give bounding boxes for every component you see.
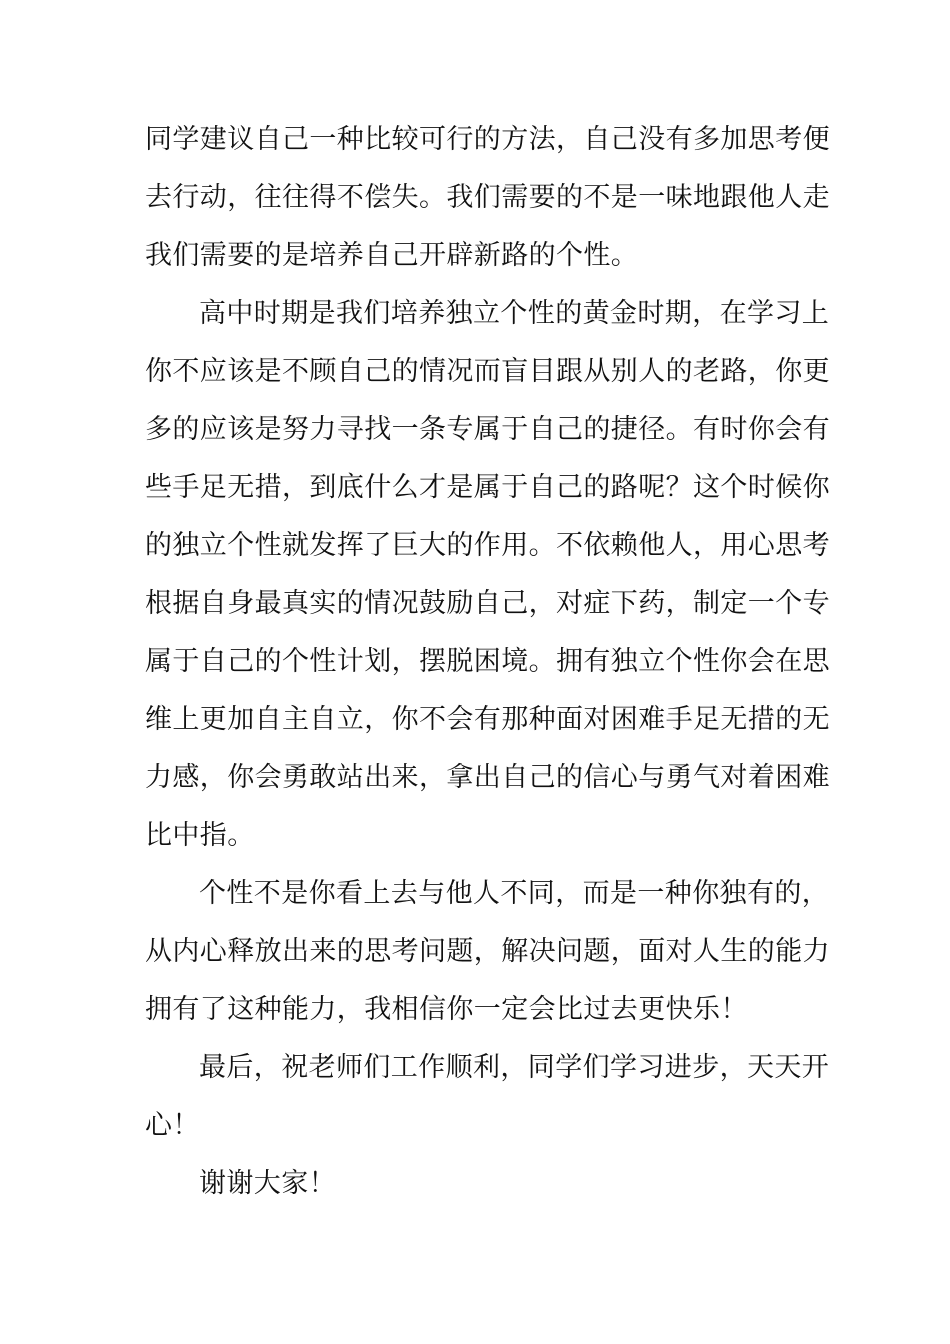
paragraph-first-line: 个性不是你看上去与他人不同，而是一种你独有的， [199, 878, 830, 909]
text-line: 拥有了这种能力，我相信你一定会比过去更快乐！ [145, 994, 748, 1025]
text-line: 属于自己的个性计划，摆脱困境。拥有独立个性你会在思 [145, 646, 830, 677]
text-line: 比中指。 [145, 820, 255, 851]
paragraph-first-line: 最后，祝老师们工作顺利，同学们学习进步，天天开 [199, 1052, 830, 1083]
text-line: 的独立个性就发挥了巨大的作用。不依赖他人，用心思考 [145, 530, 830, 561]
text-line: 你不应该是不顾自己的情况而盲目跟从别人的老路，你更 [145, 356, 830, 387]
text-line: 多的应该是努力寻找一条专属于自己的捷径。有时你会有 [145, 414, 830, 445]
text-line: 些手足无措，到底什么才是属于自己的路呢？这个时候你 [145, 472, 830, 503]
paragraph-first-line: 高中时期是我们培养独立个性的黄金时期，在学习上 [199, 298, 830, 329]
text-line: 去行动，往往得不偿失。我们需要的不是一味地跟他人走 [145, 182, 830, 213]
text-line: 心！ [145, 1110, 200, 1141]
text-line: 根据自身最真实的情况鼓励自己，对症下药，制定一个专 [145, 588, 830, 619]
text-line: 力感，你会勇敢站出来，拿出自己的信心与勇气对着困难 [145, 762, 830, 793]
text-line: 维上更加自主自立，你不会有那种面对困难手足无措的无 [145, 704, 830, 735]
text-line: 我们需要的是培养自己开辟新路的个性。 [145, 240, 639, 271]
text-line: 从内心释放出来的思考问题，解决问题，面对人生的能力 [145, 936, 830, 967]
text-line: 同学建议自己一种比较可行的方法，自己没有多加思考便 [145, 124, 830, 155]
closing-line: 谢谢大家！ [199, 1168, 336, 1199]
